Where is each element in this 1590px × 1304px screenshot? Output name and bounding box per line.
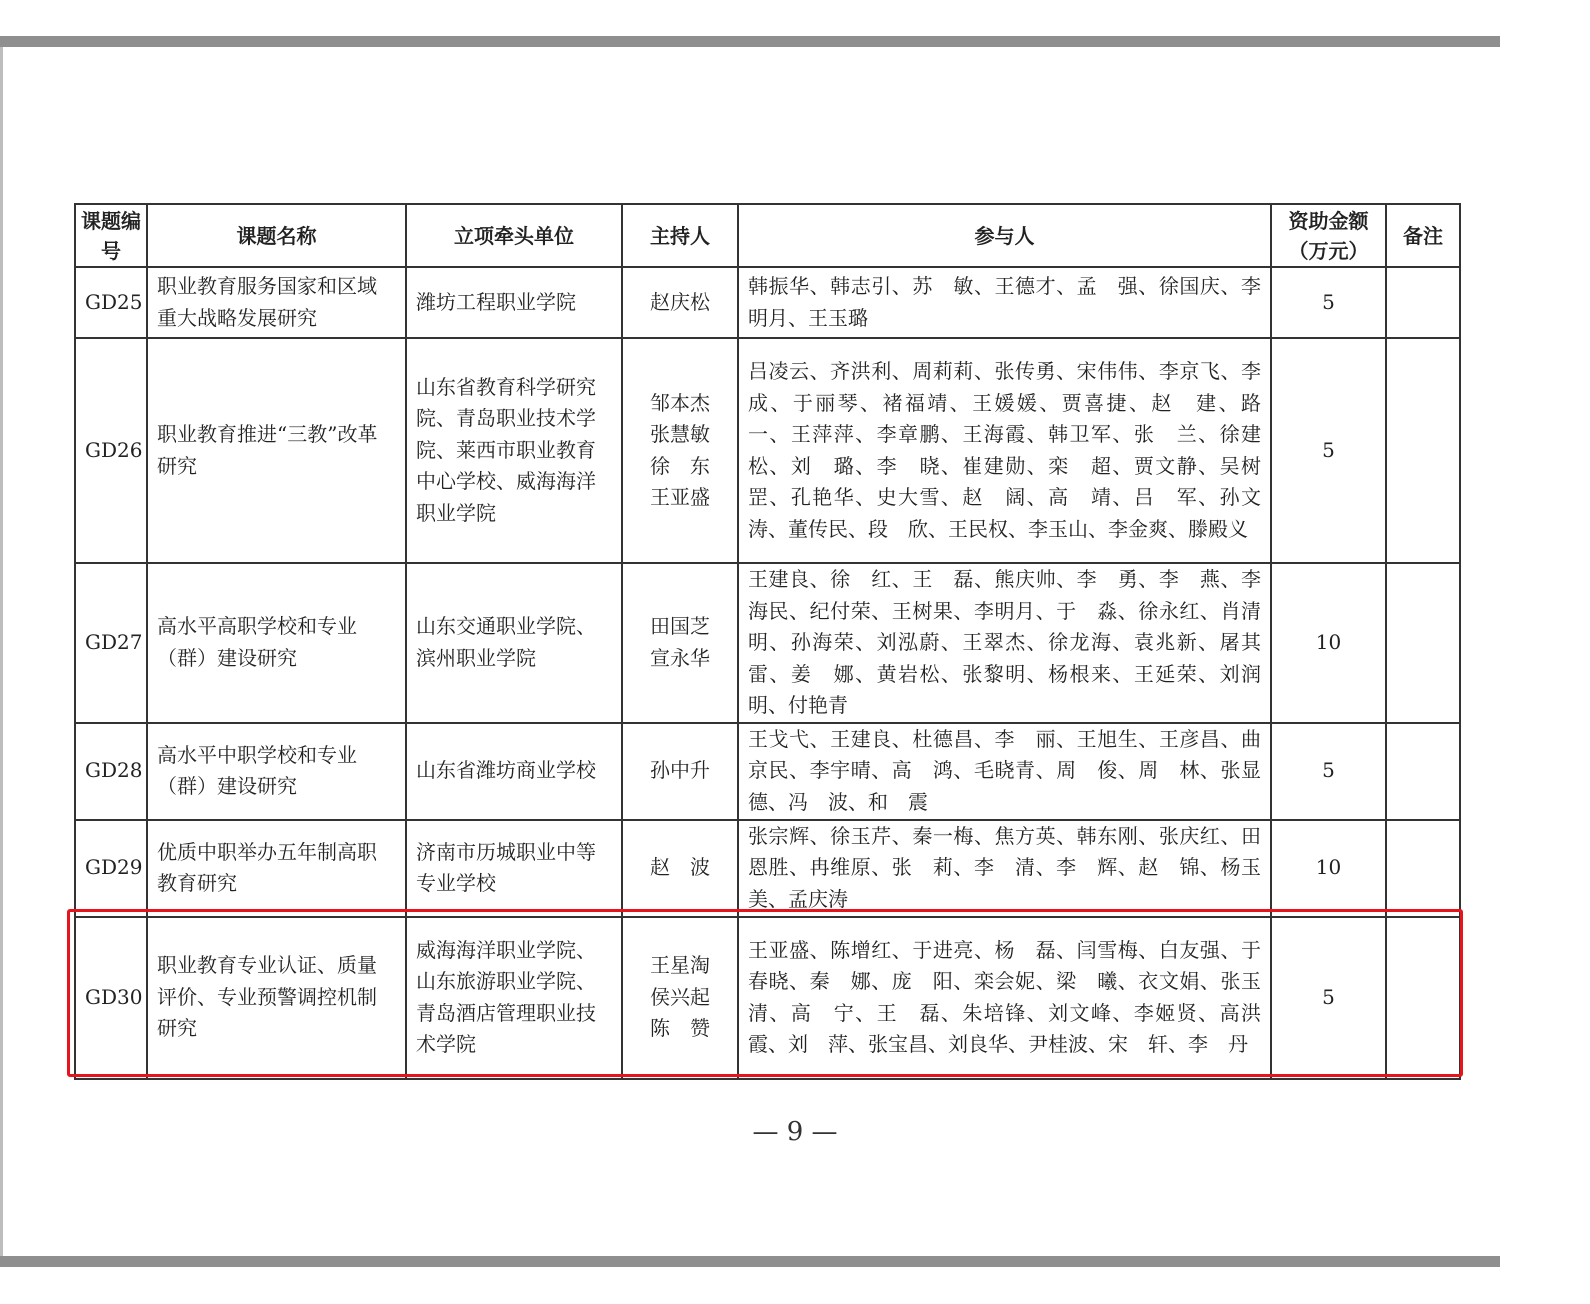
- cell-unit: 山东省潍坊商业学校: [406, 723, 622, 820]
- table-row: [75, 563, 1460, 723]
- cell-id: GD28: [75, 723, 147, 820]
- cell-note: [1386, 723, 1460, 820]
- header-note: 备注: [1386, 204, 1460, 267]
- header-host: 主持人: [622, 204, 738, 267]
- cell-participants: 王亚盛、陈增红、于进亮、杨 磊、闫雪梅、白友强、于春晓、秦 娜、庞 阳、栾会妮、梁 曦、衣文娟、张玉清、高 宁、王 磊、朱培锋、刘文峰、李姬贤、高洪霞、刘 萍、张宝昌、刘良华、尹桂波、宋 轩、李 丹: [738, 917, 1271, 1079]
- cell-participants: 王戈弋、王建良、杜德昌、李 丽、王旭生、王彦昌、曲京民、李宇晴、高 鸿、毛晓青、周 俊、周 林、张显德、冯 波、和 震: [738, 723, 1271, 820]
- cell-note: [1386, 563, 1460, 723]
- cell-participants: 吕凌云、齐洪利、周莉莉、张传勇、宋伟伟、李京飞、李 成、于丽琴、褚福靖、王媛媛、贾喜捷、赵 建、路 一、王萍萍、李章鹏、王海霞、韩卫军、张 兰、徐建松、刘 璐、李 晓、崔建勋、栾 超、贾文静、吴树罡、孔艳华、史大雪、赵 阔、高 靖、吕 军、孙文涛、董传民、段 欣、王民权、李玉山、李金爽、滕殿义: [738, 338, 1271, 563]
- cell-amount: 5: [1271, 723, 1386, 820]
- table-row: [75, 723, 1460, 820]
- cell-id: GD30: [75, 917, 147, 1079]
- header-unit: 立项牵头单位: [406, 204, 622, 267]
- cell-id: GD26: [75, 338, 147, 563]
- cell-amount: 10: [1271, 563, 1386, 723]
- header-id: 课题编号: [75, 204, 147, 267]
- cell-name: 高水平中职学校和专业（群）建设研究: [147, 723, 406, 820]
- cell-note: [1386, 338, 1460, 563]
- page-number: — 9 —: [752, 1117, 838, 1147]
- cell-host: 邹本杰 张慧敏 徐 东 王亚盛: [622, 338, 738, 563]
- header-amount: 资助金额（万元）: [1271, 204, 1386, 267]
- page-bottom-bar: [0, 1256, 1500, 1267]
- cell-name: 职业教育推进“三教”改革研究: [147, 338, 406, 563]
- page-left-edge: [0, 47, 3, 1256]
- cell-host: 孙中升: [622, 723, 738, 820]
- page-top-bar: [0, 36, 1500, 47]
- header-participants: 参与人: [738, 204, 1271, 267]
- cell-note: [1386, 820, 1460, 917]
- cell-id: GD27: [75, 563, 147, 723]
- cell-name: 高水平高职学校和专业（群）建设研究: [147, 563, 406, 723]
- cell-amount: 5: [1271, 338, 1386, 563]
- cell-unit: 济南市历城职业中等专业学校: [406, 820, 622, 917]
- cell-amount: 5: [1271, 267, 1386, 338]
- cell-id: GD25: [75, 267, 147, 338]
- cell-host: 赵 波: [622, 820, 738, 917]
- cell-name: 职业教育专业认证、质量评价、专业预警调控机制研究: [147, 917, 406, 1079]
- cell-id: GD29: [75, 820, 147, 917]
- cell-participants: 张宗辉、徐玉芹、秦一梅、焦方英、韩东刚、张庆红、田恩胜、冉维原、张 莉、李 清、李 辉、赵 锦、杨玉美、孟庆涛: [738, 820, 1271, 917]
- table-header-row: [75, 204, 1460, 267]
- cell-name: 优质中职举办五年制高职教育研究: [147, 820, 406, 917]
- cell-note: [1386, 267, 1460, 338]
- cell-host: 王星淘 侯兴起 陈 赞: [622, 917, 738, 1079]
- highlight-box: [67, 909, 1463, 1077]
- cell-host: 赵庆松: [622, 267, 738, 338]
- table-row: [75, 820, 1460, 917]
- cell-unit: 潍坊工程职业学院: [406, 267, 622, 338]
- cell-amount: 10: [1271, 820, 1386, 917]
- cell-name: 职业教育服务国家和区域重大战略发展研究: [147, 267, 406, 338]
- cell-unit: 山东交通职业学院、滨州职业学院: [406, 563, 622, 723]
- cell-amount: 5: [1271, 917, 1386, 1079]
- table-row: [75, 267, 1460, 338]
- cell-participants: 王建良、徐 红、王 磊、熊庆帅、李 勇、李 燕、李海民、纪付荣、王树果、李明月、于 淼、徐永红、肖清明、孙海荣、刘泓蔚、王翠杰、徐龙海、袁兆新、屠其雷、姜 娜、黄岩松、张黎明、杨根来、王延荣、刘润明、付艳青: [738, 563, 1271, 723]
- cell-unit: 山东省教育科学研究院、青岛职业技术学院、莱西市职业教育中心学校、威海海洋职业学院: [406, 338, 622, 563]
- cell-unit: 威海海洋职业学院、山东旅游职业学院、青岛酒店管理职业技术学院: [406, 917, 622, 1079]
- header-name: 课题名称: [147, 204, 406, 267]
- table-row: [75, 338, 1460, 563]
- cell-participants: 韩振华、韩志引、苏 敏、王德才、孟 强、徐国庆、李明月、王玉璐: [738, 267, 1271, 338]
- cell-host: 田国芝 宣永华: [622, 563, 738, 723]
